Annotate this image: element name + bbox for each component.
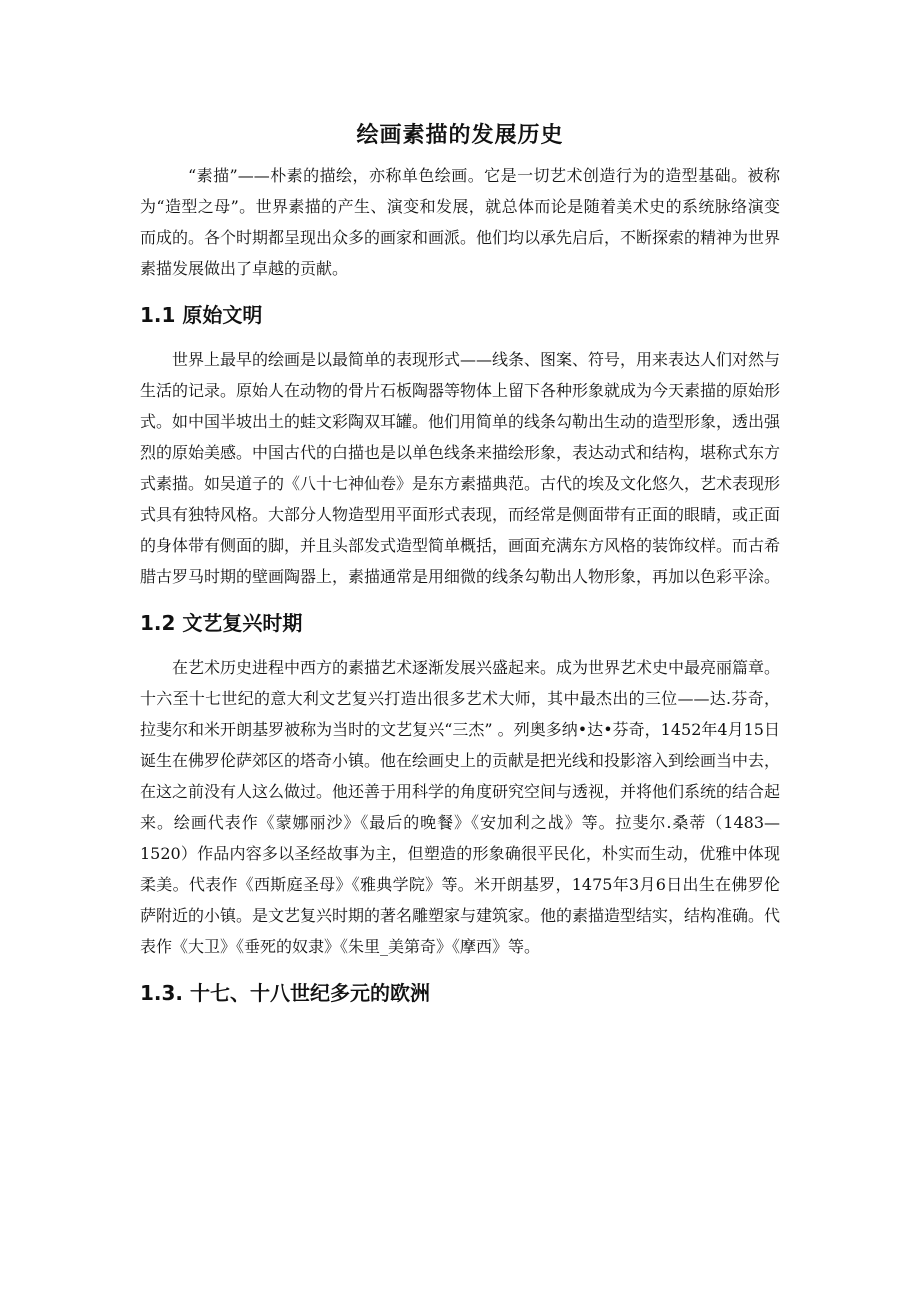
document-title: 绘画素描的发展历史 — [356, 123, 564, 148]
section-body-primitive-civilization: 世界上最早的绘画是以最简单的表现形式——线条、图案、符号，用来表达人们对然与生活的记录。原始人在动物的骨片石板陶器等物体上留下各种形象就成为今天素描的原始形式。如中国半坡出土的蛙文彩陶双耳罐。他们用简单的线条勾勒出生动的造型形象，透出强烈的原始美感。中国古代的白描也是以单色线条来描绘形象，表达动式和结构，堪称式东方式素描。如吴道子的《八十七神仙卷》是东方素描典范。古代的埃及文化悠久，艺术表现形式具有独特风格。大部分人物造型用平面形式表现，而经常是侧面带有正面的眼睛，或正面的身体带有侧面的脚，并且头部发式造型简单概括，画面充满东方风格的装饰纹样。而古希腊古罗马时期的壁画陶器上，素描通常是用细微的线条勾勒出人物形象，再加以色彩平涂。 — [140, 350, 781, 586]
document-page — [140, 112, 780, 1022]
section-heading-17-18th-century-europe: 1.3. 十七、十八世纪多元的欧洲 — [140, 981, 430, 1005]
section-body-renaissance: 在艺术历史进程中西方的素描艺术逐渐发展兴盛起来。成为世界艺术史中最亮丽篇章。十六至十七世纪的意大利文艺复兴打造出很多艺术大师，其中最杰出的三位——达.芬奇，拉斐尔和米开朗基罗被称为当时的文艺复兴“三杰” 。列奥多纳•达•芬奇，1452年4月15日诞生在佛罗伦萨郊区的塔奇小镇。他在绘画史上的贡献是把光线和投影溶入到绘画当中去，在这之前没有人这么做过。他还善于用科学的角度研究空间与透视，并将他们系统的结合起来。绘画代表作《蒙娜丽沙》《最后的晚餐》《安加利之战》等。拉斐尔.桑蒂（1483—1520）作品内容多以圣经故事为主，但塑造的形象确很平民化，朴实而生动，优雅中体现柔美。代表作《西斯庭圣母》《雅典学院》等。米开朗基罗，1475年3月6日出生在佛罗伦萨附近的小镇。是文艺复兴时期的著名雕塑家与建筑家。他的素描造型结实，结构准确。代表作《大卫》《垂死的奴隶》《朱里_美第奇》《摩西》等。 — [140, 658, 781, 956]
intro-paragraph: “素描”——朴素的描绘，亦称单色绘画。它是一切艺术创造行为的造型基础。被称为“造型之母”。世界素描的产生、演变和发展，就总体而论是随着美术史的系统脉络演变而成的。各个时期都呈现出众多的画家和画派。他们均以承先启后，不断探索的精神为世界素描发展做出了卓越的贡献。 — [140, 166, 781, 278]
section-heading-primitive-civilization: 1.1 原始文明 — [140, 303, 263, 327]
section-heading-renaissance: 1.2 文艺复兴时期 — [140, 611, 303, 635]
